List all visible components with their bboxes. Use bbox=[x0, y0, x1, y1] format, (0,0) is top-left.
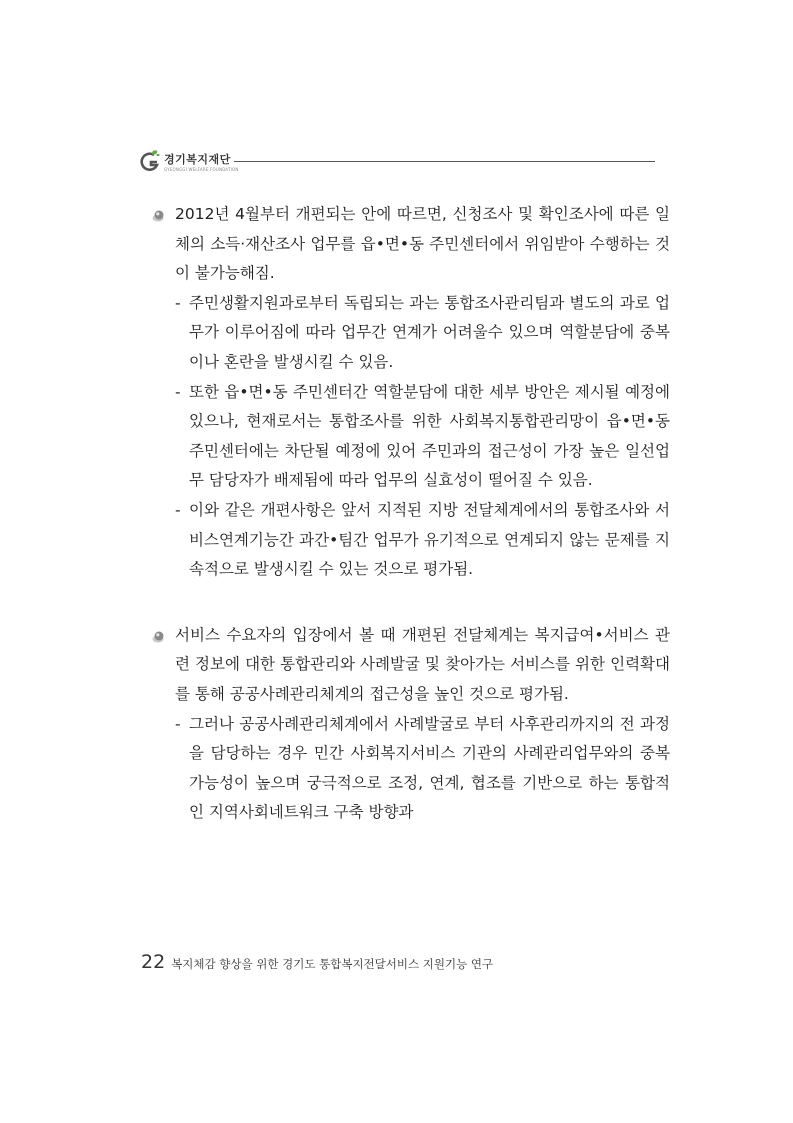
sub-text-2-1: 그러나 공공사례관리체계에서 사례발굴로 부터 사후관리까지의 전 과정을 담당하는 경우 민간 사회복지서비스 기관의 사례관리업무와의 중복가능성이 높으며 궁극적으로 조정, 연계, 협조를 기반으로 하는 통합적인 지역사회네트워크 구축 방향과 bbox=[189, 714, 670, 822]
section-gap bbox=[150, 585, 670, 621]
sub-item-1-1 bbox=[150, 289, 670, 378]
foundation-logo-icon bbox=[140, 149, 160, 173]
page-header bbox=[140, 147, 655, 179]
logo-subtext: GYEONGGI WELFARE FOUNDATION bbox=[164, 167, 239, 172]
page-number: 22 bbox=[141, 951, 166, 973]
sub-item-1-2 bbox=[150, 378, 670, 496]
book-title: 복지체감 향상을 위한 경기도 통합복지전달서비스 지원기능 연구 bbox=[171, 957, 494, 971]
sub-text-1-1: 주민생활지원과로부터 독립되는 과는 통합조사관리팀과 별도의 과로 업무가 이루어짐에 따라 업무간 연계가 어려울수 있으며 역할분담에 중복이나 혼란을 발생시킬 수 있음. bbox=[189, 293, 670, 371]
bullet-paragraph-2 bbox=[150, 621, 670, 710]
bullet-sphere-icon bbox=[152, 630, 166, 644]
dash-marker: - bbox=[175, 714, 181, 733]
sub-text-1-2: 또한 읍•면•동 주민센터간 역할분담에 대한 세부 방안은 제시될 예정에 있으나, 현재로서는 통합조사를 위한 사회복지통합관리망이 읍•면•동 주민센터에는 차단될 예정에 있어 주민과의 접근성이 가장 높은 일선업무 담당자가 배제됨에 따라 업무의 실효성이 떨어질 수 있음. bbox=[189, 382, 670, 490]
sub-item-1-3 bbox=[150, 496, 670, 585]
page-footer bbox=[141, 951, 493, 973]
dash-marker: - bbox=[175, 293, 181, 312]
header-rule bbox=[234, 161, 655, 162]
sub-item-2-1 bbox=[150, 710, 670, 828]
logo-text: 경기복지재단 bbox=[164, 153, 231, 166]
dash-marker: - bbox=[175, 382, 181, 401]
bullet-text-1: 2012년 4월부터 개편되는 안에 따르면, 신청조사 및 확인조사에 따른 일체의 소득·재산조사 업무를 읍•면•동 주민센터에서 위임받아 수행하는 것이 불가능해짐. bbox=[175, 205, 670, 283]
sub-text-1-3: 이와 같은 개편사항은 앞서 지적된 지방 전달체계에서의 통합조사와 서비스연계기능간 과간•팀간 업무가 유기적으로 연계되지 않는 문제를 지속적으로 발생시킬 수 있는 것으로 평가됨. bbox=[189, 500, 670, 579]
main-content bbox=[150, 200, 670, 828]
dash-marker: - bbox=[175, 500, 181, 519]
bullet-sphere-icon bbox=[152, 209, 166, 223]
bullet-paragraph-1 bbox=[150, 200, 670, 289]
bullet-text-2: 서비스 수요자의 입장에서 볼 때 개편된 전달체계는 복지급여•서비스 관련 정보에 대한 통합관리와 사례발굴 및 찾아가는 서비스를 위한 인력확대를 통해 공공사례관리체계의 접근성을 높인 것으로 평가됨. bbox=[175, 625, 670, 703]
